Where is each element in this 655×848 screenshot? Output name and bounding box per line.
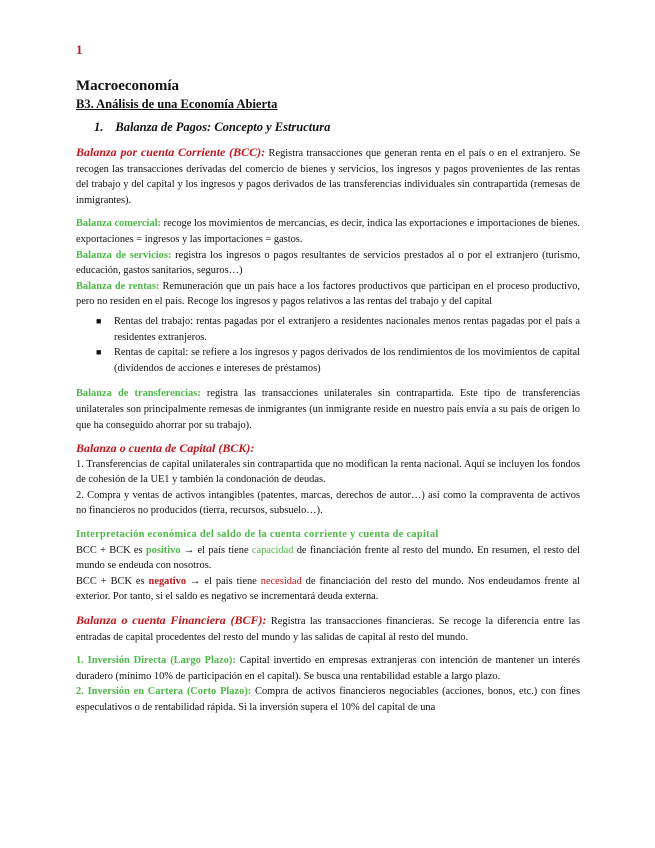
inversion-directa-label: 1. Inversión Directa (Largo Plazo): bbox=[76, 655, 236, 667]
section-title: Balanza de Pagos: Concepto y Estructura bbox=[115, 120, 331, 134]
rentas-text: Remuneración que un país hace a los factores productivos que participan en el proceso productivo, pero no residen en el país. Recoge los ingresos y pagos relativos a las rentas del trabajo y del capital bbox=[76, 280, 580, 308]
page-number: 1 bbox=[76, 42, 83, 57]
transferencias-label: Balanza de transferencias: bbox=[76, 388, 201, 400]
document-title: Macroeconomía bbox=[76, 78, 180, 94]
list-item: ■ Rentas del trabajo: rentas pagadas por el extranjero a residentes nacionales menos rentas pagadas por el país a residentes extranjeros. bbox=[96, 315, 580, 343]
section-number: 1. bbox=[94, 120, 104, 134]
bck-heading: Balanza o cuenta de Capital (BCK): bbox=[76, 441, 255, 456]
transferencias-paragraph bbox=[76, 386, 580, 433]
servicios-paragraph bbox=[76, 248, 580, 279]
interpretacion-negativo: BCC + BCK es negativo → el país tiene necesidad de financiación del resto del mundo. Nos endeudamos frente al exterior. Por tanto, si el saldo es negativo se incrementará deuda externa. bbox=[76, 575, 581, 603]
rentas-list bbox=[76, 314, 580, 376]
inversion-cartera-label: 2. Inversión en Cartera (Corto Plazo): bbox=[76, 686, 252, 698]
inversion-directa-paragraph: 1. Inversión Directa (Largo Plazo): Capital invertido en empresas extranjeras con intención de mantener un interés duradero (mínimo 10% de participación en el capital). Se busca una rentabilidad estable a largo plazo. bbox=[76, 655, 581, 682]
section-heading bbox=[94, 119, 580, 135]
bcc-paragraph bbox=[76, 145, 580, 208]
bcc-heading: Balanza por cuenta Corriente (BCC): bbox=[76, 145, 266, 159]
list-item: ■ Rentas de capital: se refiere a los ingresos y pagos derivados de los rendimientos de los movimientos de capital (dividendos de acciones e intereses de préstamos) bbox=[96, 347, 580, 374]
interpretacion-heading: Interpretación económica del saldo de la cuenta corriente y cuenta de capital bbox=[76, 529, 439, 541]
rentas-paragraph bbox=[76, 279, 580, 310]
interpretacion-positivo: BCC + BCK es positivo → el país tiene capacidad de financiación frente al resto del mundo. En resumen, el resto del mundo se endeuda con nosotros. bbox=[76, 544, 581, 572]
bcf-heading: Balanza o cuenta Financiera (BCF): bbox=[76, 613, 267, 628]
bck-item-2: 2. Compra y ventas de activos intangibles (patentes, marcas, derechos de autor…) así como la compraventa de activos no financieros no producidos (tierra, recursos, subsuelo…). bbox=[76, 489, 580, 517]
comercial-paragraph bbox=[76, 216, 580, 247]
bcf-text: Registra las transacciones financieras. Se recoge la diferencia entre las entradas de capital procedentes del resto del mundo y las salidas de capital al resto del mundo. bbox=[76, 616, 580, 643]
bcf-paragraph bbox=[76, 613, 580, 645]
transferencias-text: registra las transacciones unilaterales sin contrapartida. Este tipo de transferencias unilaterales son principalmente remesas de inmigrantes (un inmigrante reside en nuestro país envía a su país de origen lo que ha conseguido ahorrar por su trabajo). bbox=[76, 388, 580, 431]
bullet-icon: ■ bbox=[96, 347, 102, 358]
bullet-icon: ■ bbox=[96, 315, 102, 326]
bck-item-1: 1. Transferencias de capital unilaterales sin contrapartida que no modifican la renta nacional. Aquí se incluyen los fondos de cohesión de la UE1 y también la condonación de deudas. bbox=[76, 458, 580, 486]
comercial-text: recoge los movimientos de mercancías, es decir, indica las exportaciones e importaciones de bienes. exportaciones = ingresos y las importaciones = gastos. bbox=[76, 218, 581, 245]
servicios-label: Balanza de servicios: bbox=[76, 249, 172, 261]
inversion-cartera-paragraph: 2. Inversión en Cartera (Corto Plazo): Compra de activos financieros negociables (acciones, bonos, etc.) con fines especulativos o de rentabilidad rápida. Si la inversión supera el 10% del capital de una bbox=[76, 686, 581, 713]
document-body bbox=[76, 78, 580, 716]
bcc-text: Registra transacciones que generan renta en el país o en el extranjero. Se recogen las transacciones derivadas del comercio de bienes y servicios, los ingresos y pagos provenientes de las rentas del trabajo y del capital y los ingresos y pagos derivados de las transferencias individuales sin contrapartida (remesas de inmigrantes). bbox=[76, 148, 580, 206]
rentas-label: Balanza de rentas: bbox=[76, 280, 160, 292]
document-subtitle: B3. Análisis de una Economía Abierta bbox=[76, 97, 278, 111]
servicios-text: registra los ingresos o pagos resultantes de servicios prestados al o por el extranjero (turismo, educación, gastos sanitarios, seguros…) bbox=[76, 249, 580, 277]
comercial-label: Balanza comercial: bbox=[76, 218, 161, 230]
